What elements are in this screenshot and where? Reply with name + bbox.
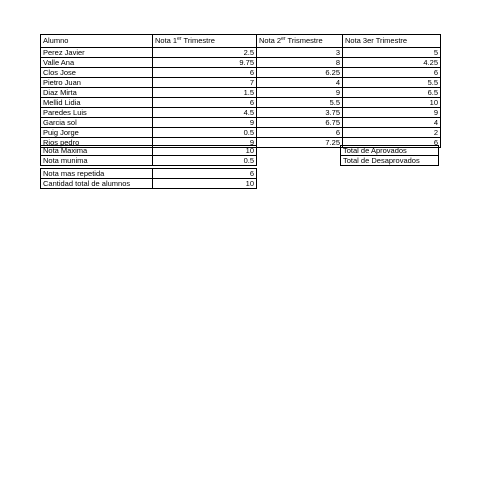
- nota-minima-label[interactable]: Nota munima: [41, 156, 153, 166]
- table-row: [41, 108, 441, 118]
- grade-t2-cell[interactable]: 7.25: [257, 138, 343, 148]
- nota-maxima-label[interactable]: Nota Maxima: [41, 146, 153, 156]
- grade-t1-cell[interactable]: 6: [153, 98, 257, 108]
- grade-t1-cell[interactable]: 9: [153, 138, 257, 148]
- table-row: [41, 118, 441, 128]
- grade-t3-cell[interactable]: 6: [343, 68, 441, 78]
- grade-t2-cell[interactable]: 3: [257, 48, 343, 58]
- table-row: [41, 58, 441, 68]
- student-name-cell[interactable]: Paredes Luis: [41, 108, 153, 118]
- grade-t1-cell[interactable]: 0.5: [153, 128, 257, 138]
- table-row: [41, 68, 441, 78]
- stat-row-max: [41, 146, 257, 156]
- nota-mas-repetida-label[interactable]: Nota mas repetida: [41, 169, 153, 179]
- student-name-cell[interactable]: Puig Jorge: [41, 128, 153, 138]
- grade-t3-cell[interactable]: 6.5: [343, 88, 441, 98]
- grade-t1-cell[interactable]: 2.5: [153, 48, 257, 58]
- header-t2-sup: er: [281, 36, 286, 42]
- student-name-cell[interactable]: Perez Javier: [41, 48, 153, 58]
- table-row: [41, 78, 441, 88]
- student-name-cell[interactable]: Clos Jose: [41, 68, 153, 78]
- header-trimestre-2[interactable]: [257, 35, 343, 48]
- total-aprobados-label[interactable]: Total de Aprovados: [341, 146, 439, 156]
- header-t2-suffix: Trismestre: [285, 36, 323, 45]
- grade-t2-cell[interactable]: 5.5: [257, 98, 343, 108]
- header-row: [41, 35, 441, 48]
- grade-t1-cell[interactable]: 1.5: [153, 88, 257, 98]
- header-trimestre-3[interactable]: Nota 3er Trimestre: [343, 35, 441, 48]
- totals-table: [340, 145, 439, 166]
- header-t2-prefix: Nota 2: [259, 36, 282, 45]
- stat-row-min: [41, 156, 257, 166]
- table-row: [41, 98, 441, 108]
- grade-t3-cell[interactable]: 4.25: [343, 58, 441, 68]
- total-aprobados-row: [341, 146, 439, 156]
- total-desaprobados-row: [341, 156, 439, 166]
- stats-table: [40, 145, 257, 189]
- grade-t1-cell[interactable]: 9: [153, 118, 257, 128]
- student-name-cell[interactable]: Valle Ana: [41, 58, 153, 68]
- grade-t2-cell[interactable]: 9: [257, 88, 343, 98]
- student-name-cell[interactable]: Pietro Juan: [41, 78, 153, 88]
- student-name-cell[interactable]: Rios pedro: [41, 138, 153, 148]
- grade-t1-cell[interactable]: 4.5: [153, 108, 257, 118]
- header-t1-prefix: Nota 1: [155, 36, 178, 45]
- cantidad-alumnos-value[interactable]: 10: [153, 179, 257, 189]
- header-trimestre-1[interactable]: [153, 35, 257, 48]
- grade-t3-cell[interactable]: 5: [343, 48, 441, 58]
- header-t1-sup: er: [177, 36, 182, 42]
- table-row: [41, 88, 441, 98]
- grade-t3-cell[interactable]: 6: [343, 138, 441, 148]
- stat-row-mode: [41, 169, 257, 179]
- table-row: [41, 128, 441, 138]
- student-name-cell[interactable]: Mellid Lidia: [41, 98, 153, 108]
- nota-mas-repetida-value[interactable]: 6: [153, 169, 257, 179]
- grade-t2-cell[interactable]: 6.75: [257, 118, 343, 128]
- table-row: [41, 48, 441, 58]
- grade-t2-cell[interactable]: 8: [257, 58, 343, 68]
- stat-row-count: [41, 179, 257, 189]
- grade-t1-cell[interactable]: 7: [153, 78, 257, 88]
- grade-t3-cell[interactable]: 4: [343, 118, 441, 128]
- grade-t3-cell[interactable]: 9: [343, 108, 441, 118]
- grade-t2-cell[interactable]: 3.75: [257, 108, 343, 118]
- student-name-cell[interactable]: Diaz Mirta: [41, 88, 153, 98]
- grade-t3-cell[interactable]: 10: [343, 98, 441, 108]
- grade-t1-cell[interactable]: 6: [153, 68, 257, 78]
- grade-t2-cell[interactable]: 6.25: [257, 68, 343, 78]
- total-desaprobados-label[interactable]: Total de Desaprovados: [341, 156, 439, 166]
- header-t1-suffix: Trimestre: [181, 36, 215, 45]
- cantidad-alumnos-label[interactable]: Cantidad total de alumnos: [41, 179, 153, 189]
- nota-maxima-value[interactable]: 10: [153, 146, 257, 156]
- grades-table: [40, 34, 441, 148]
- grade-t2-cell[interactable]: 4: [257, 78, 343, 88]
- grade-t1-cell[interactable]: 9.75: [153, 58, 257, 68]
- nota-minima-value[interactable]: 0.5: [153, 156, 257, 166]
- grade-t3-cell[interactable]: 2: [343, 128, 441, 138]
- header-alumno[interactable]: Alumno: [41, 35, 153, 48]
- grade-t3-cell[interactable]: 5.5: [343, 78, 441, 88]
- grade-t2-cell[interactable]: 6: [257, 128, 343, 138]
- student-name-cell[interactable]: Garcia sol: [41, 118, 153, 128]
